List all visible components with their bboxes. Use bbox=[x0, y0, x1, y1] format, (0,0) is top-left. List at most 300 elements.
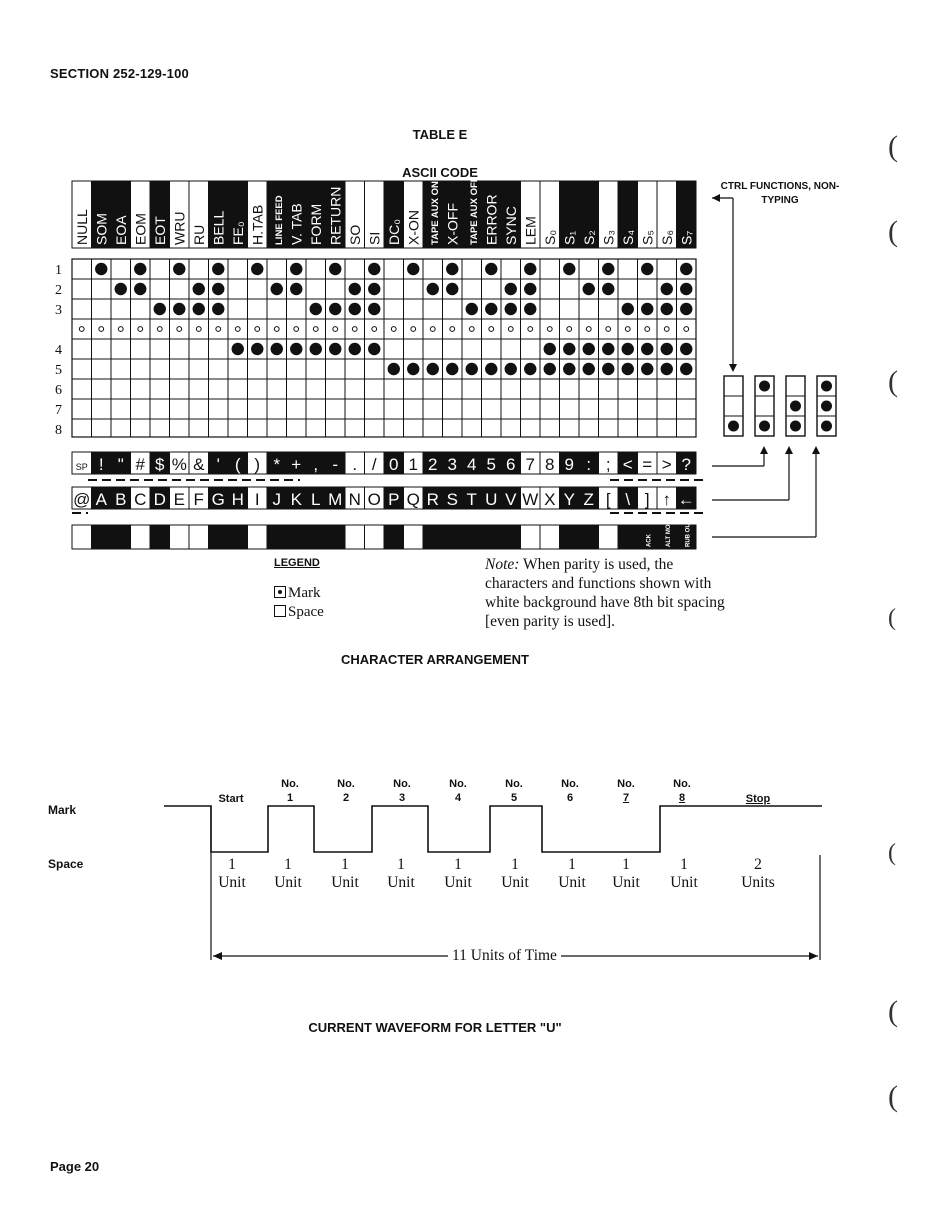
waveform-stop-label: Stop bbox=[745, 793, 771, 805]
blank-row-cell bbox=[501, 525, 521, 549]
sprocket-hole bbox=[352, 327, 357, 332]
margin-mark-icon: ( bbox=[888, 605, 896, 631]
letter-char: T bbox=[466, 490, 477, 509]
sprocket-hole bbox=[79, 327, 84, 332]
function-label: TAPE AUX OFF bbox=[468, 176, 480, 245]
bit-no-text: No. bbox=[281, 778, 299, 790]
function-label: S₇ bbox=[678, 230, 695, 245]
sprocket-hole bbox=[274, 327, 279, 332]
symbol-char: $ bbox=[155, 455, 165, 474]
margin-mark-icon: ( bbox=[888, 840, 896, 866]
blank-row-cell bbox=[306, 525, 326, 549]
legend-space bbox=[274, 604, 324, 621]
sprocket-hole bbox=[313, 327, 318, 332]
mark-dot bbox=[95, 263, 107, 275]
blank-row-cell bbox=[150, 525, 170, 549]
unit-word: Unit bbox=[612, 874, 640, 891]
mark-dot bbox=[446, 263, 458, 275]
symbol-char: < bbox=[622, 455, 633, 474]
symbol-char: 7 bbox=[525, 455, 535, 474]
letter-char: B bbox=[115, 490, 127, 509]
function-label: X-OFF bbox=[444, 203, 461, 245]
mark-dot bbox=[821, 421, 832, 432]
bit-index-text: 1 bbox=[286, 792, 294, 804]
blank-row-cell bbox=[443, 525, 463, 549]
arrow-head bbox=[760, 446, 768, 454]
mark-dot bbox=[790, 401, 801, 412]
blank-row-cell bbox=[72, 525, 92, 549]
letter-char: S bbox=[446, 490, 458, 509]
sprocket-hole bbox=[645, 327, 650, 332]
symbol-char: 4 bbox=[467, 455, 477, 474]
bit-index-text: 2 bbox=[342, 792, 350, 804]
arrow-head bbox=[809, 952, 818, 960]
letter-char: X bbox=[544, 490, 556, 509]
unit-word: Unit bbox=[387, 874, 415, 891]
legend-space-label: Space bbox=[288, 604, 324, 620]
symbol-char: 6 bbox=[506, 455, 516, 474]
blank-row-cell bbox=[326, 525, 346, 549]
mark-dot bbox=[212, 303, 224, 315]
row-label: 4 bbox=[55, 343, 62, 358]
function-label: S₀ bbox=[541, 229, 558, 245]
sprocket-hole bbox=[177, 327, 182, 332]
mark-dot bbox=[173, 263, 185, 275]
letter-char: C bbox=[134, 490, 147, 509]
symbol-char: 1 bbox=[408, 455, 418, 474]
mark-dot bbox=[446, 283, 458, 295]
mark-dot bbox=[759, 421, 770, 432]
letter-char: M bbox=[328, 490, 343, 509]
parity-note bbox=[485, 555, 735, 631]
unit-word: Unit bbox=[331, 874, 359, 891]
blank-row-cell bbox=[111, 525, 131, 549]
mark-dot bbox=[602, 263, 614, 275]
note-label: Note: bbox=[485, 556, 520, 573]
bit-index-text: 5 bbox=[510, 792, 518, 804]
sprocket-hole bbox=[235, 327, 240, 332]
symbol-char: > bbox=[661, 455, 672, 474]
mark-dot bbox=[680, 363, 692, 375]
function-label: ERROR bbox=[483, 194, 500, 245]
waveform-mark-label: Mark bbox=[48, 803, 77, 817]
mark-dot bbox=[602, 363, 614, 375]
function-label: LINE FEED bbox=[273, 195, 285, 245]
sprocket-hole bbox=[528, 327, 533, 332]
unit-count: 1 bbox=[622, 856, 630, 873]
blank-row-cell bbox=[345, 525, 365, 549]
blank-row-cell bbox=[423, 525, 443, 549]
mark-dot bbox=[329, 303, 341, 315]
function-label: SYNC bbox=[502, 206, 519, 245]
function-label: S₃ bbox=[600, 229, 617, 245]
mark-dot bbox=[544, 343, 556, 355]
function-label: EOA bbox=[112, 215, 129, 245]
symbol-char: , bbox=[313, 455, 319, 474]
mark-dot bbox=[505, 303, 517, 315]
symbol-char: 9 bbox=[564, 455, 574, 474]
row-label: 5 bbox=[55, 363, 62, 378]
symbol-char: = bbox=[642, 455, 653, 474]
function-label: BELL bbox=[210, 210, 227, 245]
blank-row-cell bbox=[189, 525, 209, 549]
function-label: S₄ bbox=[619, 229, 636, 245]
symbol-char: ( bbox=[234, 455, 241, 474]
unit-word: Units bbox=[741, 874, 775, 891]
letter-char: @ bbox=[73, 490, 91, 509]
sprocket-hole bbox=[411, 327, 416, 332]
mark-dot bbox=[251, 343, 263, 355]
special-label: ACK bbox=[646, 534, 653, 547]
letter-char: O bbox=[367, 490, 381, 509]
mark-dot bbox=[661, 343, 673, 355]
mark-dot bbox=[524, 283, 536, 295]
special-label: ALT MODE bbox=[665, 516, 672, 547]
mark-dot bbox=[602, 283, 614, 295]
mark-dot bbox=[368, 263, 380, 275]
mark-dot bbox=[661, 303, 673, 315]
sprocket-hole bbox=[255, 327, 260, 332]
blank-row-cell bbox=[209, 525, 229, 549]
special-label: RUB OUT bbox=[685, 519, 692, 547]
letter-char: ↑ bbox=[662, 490, 671, 509]
unit-count: 1 bbox=[680, 856, 688, 873]
letter-char: H bbox=[231, 490, 244, 509]
symbol-char: + bbox=[291, 455, 302, 474]
legend-title: LEGEND bbox=[274, 557, 320, 569]
margin-mark-icon: ( bbox=[888, 1080, 898, 1113]
function-label: H.TAB bbox=[249, 204, 266, 245]
mark-dot bbox=[368, 343, 380, 355]
sprocket-hole bbox=[430, 327, 435, 332]
mark-dot bbox=[505, 283, 517, 295]
unit-count: 1 bbox=[454, 856, 462, 873]
sprocket-hole bbox=[469, 327, 474, 332]
function-label: S₅ bbox=[639, 230, 656, 245]
mark-dot bbox=[524, 263, 536, 275]
blank-row-cell bbox=[579, 525, 599, 549]
blank-row-cell bbox=[462, 525, 482, 549]
mark-dot bbox=[427, 363, 439, 375]
symbol-char: 3 bbox=[447, 455, 457, 474]
arrow-head bbox=[729, 364, 737, 372]
mark-dot bbox=[680, 343, 692, 355]
letter-char: N bbox=[348, 490, 361, 509]
mark-dot bbox=[485, 363, 497, 375]
symbol-char: % bbox=[171, 455, 187, 474]
unit-count: 1 bbox=[568, 856, 576, 873]
function-label: SI bbox=[366, 231, 383, 245]
mark-dot bbox=[329, 263, 341, 275]
letter-char: [ bbox=[605, 490, 611, 509]
mark-dot bbox=[563, 343, 575, 355]
sprocket-hole bbox=[489, 327, 494, 332]
waveform-line bbox=[164, 806, 822, 852]
mark-dot bbox=[173, 303, 185, 315]
mark-dot bbox=[427, 283, 439, 295]
bit-no-text: No. bbox=[337, 778, 355, 790]
mark-dot bbox=[485, 303, 497, 315]
space-box-icon bbox=[274, 605, 286, 617]
symbol-char: 0 bbox=[389, 455, 399, 474]
character-arrangement-caption: CHARACTER ARRANGEMENT bbox=[340, 652, 529, 667]
sprocket-hole bbox=[118, 327, 123, 332]
blank-row-cell bbox=[404, 525, 424, 549]
unit-count: 1 bbox=[228, 856, 236, 873]
blank-row-cell bbox=[287, 525, 307, 549]
unit-count: 1 bbox=[397, 856, 405, 873]
mark-dot bbox=[466, 363, 478, 375]
arrow-head bbox=[712, 194, 720, 202]
unit-word: Unit bbox=[218, 874, 246, 891]
mark-dot bbox=[290, 263, 302, 275]
mark-dot bbox=[115, 283, 127, 295]
symbol-char: . bbox=[352, 455, 358, 474]
sprocket-hole bbox=[333, 327, 338, 332]
unit-word: Unit bbox=[501, 874, 529, 891]
function-label: S₂ bbox=[580, 230, 597, 245]
blank-row-cell bbox=[170, 525, 190, 549]
mark-dot bbox=[212, 263, 224, 275]
mark-dot bbox=[602, 343, 614, 355]
row-label: 2 bbox=[55, 283, 62, 298]
function-label: LEM bbox=[522, 216, 539, 245]
mark-dot bbox=[641, 343, 653, 355]
letter-char: Q bbox=[406, 490, 420, 509]
symbol-char: 5 bbox=[486, 455, 496, 474]
arrow-head bbox=[213, 952, 222, 960]
symbol-char: ; bbox=[605, 455, 611, 474]
blank-row-cell bbox=[521, 525, 541, 549]
letter-char: I bbox=[254, 490, 260, 509]
mark-dot bbox=[466, 303, 478, 315]
letter-char: D bbox=[153, 490, 166, 509]
sprocket-hole bbox=[216, 327, 221, 332]
bit-no-text: No. bbox=[561, 778, 579, 790]
bit-no-text: No. bbox=[617, 778, 635, 790]
symbol-char: SP bbox=[75, 462, 88, 472]
mark-dot bbox=[563, 363, 575, 375]
mark-dot bbox=[544, 363, 556, 375]
letter-char: Z bbox=[583, 490, 594, 509]
unit-word: Unit bbox=[558, 874, 586, 891]
section-header: SECTION 252-129-100 bbox=[50, 66, 189, 81]
letter-char: Y bbox=[563, 490, 575, 509]
blank-row-cell bbox=[540, 525, 560, 549]
row-label: 1 bbox=[55, 263, 62, 278]
function-label: TAPE AUX ON bbox=[429, 181, 441, 245]
sprocket-hole bbox=[196, 327, 201, 332]
function-label: S₆ bbox=[658, 230, 675, 245]
mark-dot bbox=[583, 363, 595, 375]
sprocket-hole bbox=[372, 327, 377, 332]
blank-row-cell bbox=[365, 525, 385, 549]
mark-dot bbox=[407, 363, 419, 375]
mark-dot bbox=[154, 303, 166, 315]
function-label: WRU bbox=[171, 211, 188, 245]
letter-char: \ bbox=[625, 490, 631, 509]
unit-count: 1 bbox=[341, 856, 349, 873]
bit-index-text: 6 bbox=[566, 792, 574, 804]
mark-dot bbox=[583, 343, 595, 355]
bit-index-text: 4 bbox=[454, 792, 462, 804]
blank-row-cell bbox=[599, 525, 619, 549]
letter-char: G bbox=[211, 490, 225, 509]
sprocket-hole bbox=[138, 327, 143, 332]
blank-row-cell bbox=[482, 525, 502, 549]
symbol-char: - bbox=[332, 455, 339, 474]
letter-char: W bbox=[522, 490, 539, 509]
function-label: DC₀ bbox=[385, 218, 402, 245]
sprocket-hole bbox=[508, 327, 513, 332]
margin-mark-icon: ( bbox=[888, 365, 898, 398]
mark-dot bbox=[485, 263, 497, 275]
row-label: 8 bbox=[55, 423, 62, 438]
function-label: EOM bbox=[132, 213, 149, 245]
sprocket-hole bbox=[684, 327, 689, 332]
function-label: S₁ bbox=[561, 230, 578, 245]
mark-dot bbox=[329, 343, 341, 355]
mark-dot bbox=[821, 381, 832, 392]
blank-row-cell bbox=[384, 525, 404, 549]
mark-dot bbox=[524, 303, 536, 315]
symbol-char: 8 bbox=[545, 455, 555, 474]
bit-no-text: No. bbox=[505, 778, 523, 790]
waveform-caption: CURRENT WAVEFORM FOR LETTER "U" bbox=[308, 1020, 562, 1035]
mark-box-icon bbox=[274, 586, 286, 598]
function-label: FORM bbox=[307, 203, 324, 245]
letter-char: E bbox=[173, 490, 185, 509]
row-label: 6 bbox=[55, 383, 62, 398]
mark-dot bbox=[134, 283, 146, 295]
blank-row-cell bbox=[560, 525, 580, 549]
mark-dot bbox=[271, 283, 283, 295]
mark-dot bbox=[583, 283, 595, 295]
sprocket-hole bbox=[547, 327, 552, 332]
sprocket-hole bbox=[157, 327, 162, 332]
blank-row-cell bbox=[267, 525, 287, 549]
arrow-head bbox=[785, 446, 793, 454]
function-label: RETURN bbox=[327, 186, 344, 245]
row-label: 7 bbox=[55, 403, 62, 418]
mark-dot bbox=[641, 263, 653, 275]
mark-dot bbox=[641, 363, 653, 375]
mark-dot bbox=[622, 303, 634, 315]
bit-index-text: 8 bbox=[678, 792, 686, 804]
bit-index-text: 7 bbox=[622, 792, 630, 804]
unit-word: Unit bbox=[444, 874, 472, 891]
mark-dot bbox=[563, 263, 575, 275]
function-label: NULL bbox=[73, 209, 90, 245]
mark-dot bbox=[368, 283, 380, 295]
symbol-char: 2 bbox=[428, 455, 438, 474]
legend-mark bbox=[274, 585, 321, 602]
page-number: Page 20 bbox=[50, 1159, 100, 1174]
margin-mark-icon: ( bbox=[888, 995, 898, 1028]
sprocket-hole bbox=[586, 327, 591, 332]
mark-dot bbox=[193, 283, 205, 295]
bit-no-text: No. bbox=[449, 778, 467, 790]
waveform-space-label: Space bbox=[48, 857, 84, 871]
letter-char: F bbox=[193, 490, 204, 509]
symbol-char: # bbox=[135, 455, 145, 474]
mark-dot bbox=[193, 303, 205, 315]
blank-row-cell bbox=[131, 525, 151, 549]
sprocket-hole bbox=[606, 327, 611, 332]
letter-char: A bbox=[95, 490, 107, 509]
symbol-char: ) bbox=[254, 455, 261, 474]
mark-dot bbox=[505, 363, 517, 375]
letter-char: ] bbox=[644, 490, 650, 509]
mark-dot bbox=[290, 283, 302, 295]
function-label: EOT bbox=[151, 216, 168, 245]
mark-dot bbox=[232, 343, 244, 355]
letter-char: U bbox=[485, 490, 498, 509]
sprocket-hole bbox=[391, 327, 396, 332]
function-label: SO bbox=[346, 224, 363, 245]
sprocket-hole bbox=[664, 327, 669, 332]
mark-dot bbox=[349, 303, 361, 315]
symbol-char: * bbox=[273, 455, 281, 474]
unit-word: Unit bbox=[670, 874, 698, 891]
unit-count: 2 bbox=[754, 856, 762, 873]
arrow-head bbox=[812, 446, 820, 454]
letter-char: K bbox=[290, 490, 302, 509]
letter-char: L bbox=[311, 490, 321, 509]
letter-char: V bbox=[505, 490, 517, 509]
margin-mark-icon: ( bbox=[888, 215, 898, 248]
table-subtitle: ASCII CODE bbox=[402, 165, 478, 180]
function-label: FE₀ bbox=[229, 221, 246, 245]
mark-dot bbox=[680, 263, 692, 275]
function-label: X-ON bbox=[405, 210, 422, 245]
mark-dot bbox=[524, 363, 536, 375]
note-text: When parity is used, the characters and functions shown with white background have 8th bit spacing [even parity is used]. bbox=[485, 556, 725, 630]
blank-row-cell bbox=[248, 525, 268, 549]
sprocket-hole bbox=[625, 327, 630, 332]
letter-char: ← bbox=[677, 490, 695, 509]
symbol-char: : bbox=[586, 455, 592, 474]
blank-row-cell bbox=[92, 525, 112, 549]
function-label: SOM bbox=[93, 213, 110, 245]
mark-dot bbox=[641, 303, 653, 315]
margin-mark-icon: ( bbox=[888, 130, 898, 163]
function-label: V. TAB bbox=[288, 203, 305, 245]
function-label: RU bbox=[190, 224, 207, 245]
mark-dot bbox=[388, 363, 400, 375]
mark-dot bbox=[349, 283, 361, 295]
mark-dot bbox=[821, 401, 832, 412]
mark-dot bbox=[368, 303, 380, 315]
legend-mark-label: Mark bbox=[288, 585, 321, 601]
symbol-char: & bbox=[193, 455, 205, 474]
bit-no-text: No. bbox=[393, 778, 411, 790]
mark-dot bbox=[407, 263, 419, 275]
blank-row-cell bbox=[228, 525, 248, 549]
mark-dot bbox=[622, 363, 634, 375]
sprocket-hole bbox=[567, 327, 572, 332]
mark-dot bbox=[134, 263, 146, 275]
ascii-code-table bbox=[0, 0, 950, 560]
unit-count: 1 bbox=[511, 856, 519, 873]
row-label: 3 bbox=[55, 303, 62, 318]
total-time-label: 11 Units of Time bbox=[448, 947, 561, 965]
mark-dot bbox=[759, 381, 770, 392]
unit-count: 1 bbox=[284, 856, 292, 873]
waveform-start-label: Start bbox=[218, 793, 244, 805]
letter-char: R bbox=[426, 490, 439, 509]
mark-dot bbox=[622, 343, 634, 355]
